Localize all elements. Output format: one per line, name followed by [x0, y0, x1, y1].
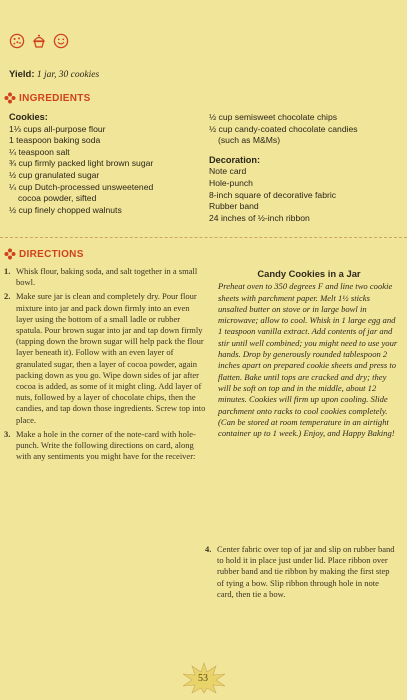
direction-step [4, 429, 208, 463]
flower-icon [4, 248, 16, 260]
directions-heading-text: DIRECTIONS [19, 248, 84, 260]
ingredient-item: ¼ cup Dutch-processed unsweetened [9, 181, 154, 192]
ingredient-item: ½ cup finely chopped walnuts [9, 204, 122, 215]
ingredients-heading [4, 92, 91, 104]
decoration-item: 8-inch square of decorative fabric [209, 189, 337, 200]
cookie-icon [9, 33, 25, 49]
decoration-item: Rubber band [209, 201, 259, 212]
direction-step [4, 266, 208, 288]
flower-icon [4, 92, 16, 104]
ingredient-item: 1⅓ cups all-purpose flour [9, 123, 106, 134]
note-card-text [218, 268, 400, 439]
decoration-item: 24 inches of ½-inch ribbon [209, 212, 310, 223]
ingredients-right-column [209, 112, 399, 224]
section-divider [0, 237, 407, 238]
ingredient-item: 1 teaspoon baking soda [9, 135, 101, 146]
step-number: 2. [4, 291, 11, 302]
ingredient-item: ½ cup granulated sugar [9, 169, 100, 180]
decoration-item: Hole-punch [209, 177, 253, 188]
header-icons [9, 33, 69, 49]
cookies-subheading: Cookies: [9, 112, 48, 122]
yield-label: Yield: [9, 69, 35, 80]
step-text: Center fabric over top of jar and slip on rubber band to hold it in place just under lid. Place ribbon over rubber band and tie ribbon by making the first step of tying a bow. Slip ribbon through hole in note card, then tie a bow. [217, 544, 395, 599]
step-number: 1. [4, 266, 11, 276]
ingredients-heading-text: INGREDIENTS [19, 92, 91, 104]
directions-list [4, 266, 208, 465]
yield-value: 1 jar, 30 cookies [36, 70, 100, 80]
direction-step [205, 544, 395, 603]
directions-heading [4, 248, 84, 260]
ingredient-item: ¼ teaspoon salt [9, 146, 70, 157]
ingredient-item: ¾ cup firmly packed light brown sugar [9, 158, 154, 169]
card-body: Preheat oven to 350 degrees F and line two cookie sheets with parchment paper. Melt 1½ sticks unsalted butter on stove or in large bowl in microwave; allow to cool. Whisk in 1 large egg and 1 teaspoon vanilla extract. Add contents of jar and stir until well combined; you might need to use your hands. Drop by generously rounded tablespoon 2 inches apart on prepared cookie sheets and press to flatten. Bake until tops are cracked and dry; they will be soft on top and in the middle, about 12 minutes. Cookies will firm up upon cooling. Slide parchment onto racks to cool cookies completely. (Can be stored at room temperature in an airtight container up to 1 week.) Enjoy, and Happy Baking! [218, 281, 398, 439]
cupcake-icon [31, 33, 47, 49]
step-text: Make a hole in the corner of the note-card with hole-punch. Write the following directions on card, along with any sentiments you might have for the receiver: [16, 428, 196, 462]
direction-step [4, 291, 208, 425]
card-title: Candy Cookies in a Jar [257, 268, 361, 279]
step-number: 3. [4, 428, 11, 439]
ingredient-item: cocoa powder, sifted [18, 193, 97, 204]
decoration-subheading: Decoration: [209, 154, 261, 165]
page-number: 53 [198, 673, 208, 684]
ingredient-item: ½ cup semisweet chocolate chips [209, 112, 338, 122]
step-text: Make sure jar is clean and completely dry. Pour flour mixture into jar and pack down firmly into an even layer using the bottom of a small ladle or rubber spatula. Pour brown sugar into jar and tap down firmly (tapping down the brown sugar will help pack the flour layer beneath it). Follow with an even layer of granulated sugar, then a layer of cocoa powder, again packing down as you go. Wipe down sides of jar after cocoa is added, as some of it might cling. Add layer of nuts, followed by a layer of chocolate chips, then the candies, and tap down those ingredients. Screw top into place. [16, 291, 206, 425]
ingredient-item: ½ cup candy-coated chocolate candies [209, 123, 358, 134]
smiley-icon [53, 33, 69, 49]
step-number: 4. [205, 544, 212, 554]
decoration-item: Note card [209, 166, 247, 177]
step-text: Whisk flour, baking soda, and salt together in a small bowl. [16, 266, 198, 288]
yield-line [9, 69, 99, 80]
ingredients-left-column [9, 112, 205, 216]
ingredient-item: (such as M&Ms) [218, 135, 281, 146]
